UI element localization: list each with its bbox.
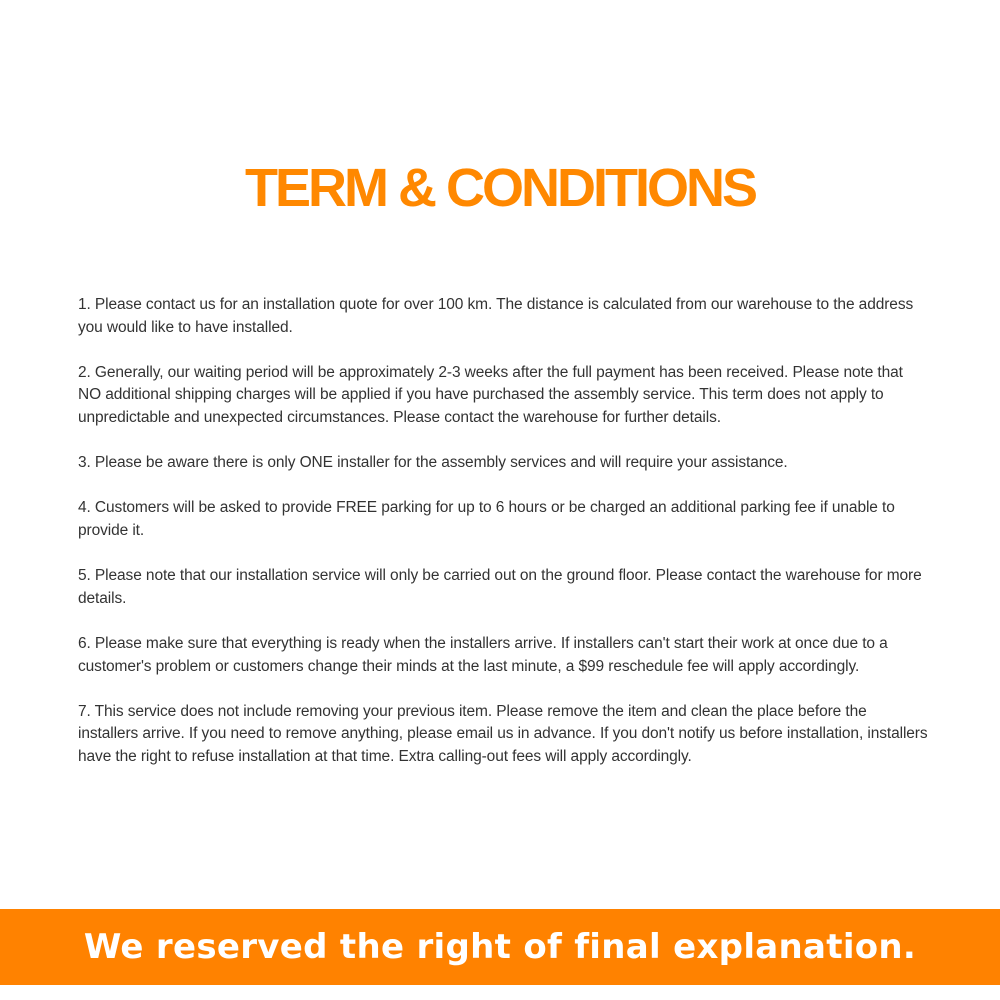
term-item: 3. Please be aware there is only ONE installer for the assembly services and will require your assistance.	[78, 454, 788, 472]
term-item: 1. Please contact us for an installation quote for over 100 km. The distance is calculated from our warehouse to the address you would like to have installed.	[78, 296, 914, 336]
footer-text: We reserved the right of final explanation.	[83, 927, 917, 967]
term-item: 4. Customers will be asked to provide FREE parking for up to 6 hours or be charged an additional parking fee if unable to provide it.	[78, 499, 895, 539]
term-item: 6. Please make sure that everything is ready when the installers arrive. If installers can't start their work at once due to a customer's problem or customers change their minds at the last minute, a $99 reschedule fee will apply accordingly.	[78, 634, 888, 675]
term-item: 5. Please note that our installation service will only be carried out on the ground floor. Please contact the warehouse for more details.	[78, 567, 922, 607]
footer-banner	[0, 909, 1000, 985]
terms-list	[78, 294, 928, 791]
page-title: TERM & CONDITIONS	[245, 158, 755, 218]
term-item: 7. This service does not include removing your previous item. Please remove the item and clean the place before the installers arrive. If you need to remove anything, please email us in advance. If you don't notify us before installation, installers have the right to refuse installation at that time. Extra calling-out fees will apply accordingly.	[78, 702, 928, 765]
term-item: 2. Generally, our waiting period will be approximately 2-3 weeks after the full payment has been received. Please note that NO additional shipping charges will be applied if you have purchased the assembly service. This term does not apply to unpredictable and unexpected circumstances. Please contact the warehouse for further details.	[78, 363, 903, 426]
